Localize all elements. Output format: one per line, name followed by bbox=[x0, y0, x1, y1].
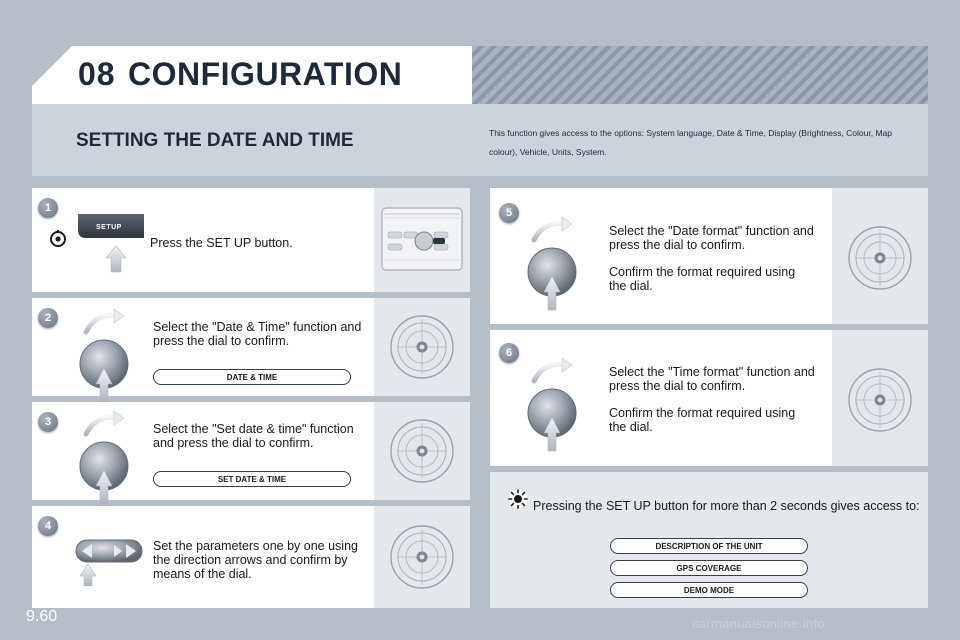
step-5-text: Select the "Date format" function and press the dial to confirm. bbox=[609, 224, 814, 252]
step-6-illustration bbox=[832, 330, 928, 466]
step-5-badge: 5 bbox=[499, 203, 519, 223]
page-number: 9.60 bbox=[26, 608, 58, 625]
menu-item-gps-coverage[interactable]: GPS COVERAGE bbox=[610, 560, 808, 576]
dial-press-icon bbox=[526, 214, 582, 317]
tip-text: Pressing the SET UP button for more than 2 seconds gives access to: bbox=[533, 499, 920, 513]
light-bulb-icon bbox=[506, 487, 530, 516]
step-4-illustration bbox=[374, 506, 470, 608]
control-pad-icon bbox=[832, 330, 928, 466]
watermark: carmanualsonline.info bbox=[692, 616, 825, 631]
step-4-badge: 4 bbox=[38, 516, 58, 536]
intro-text: This function gives access to the options: System language, Date & Time, Display (Brightness, Colour, Map colour), Vehicle, Units, System. bbox=[489, 128, 892, 157]
control-pad-icon bbox=[832, 188, 928, 324]
dial-press-icon bbox=[526, 355, 582, 458]
info-icon bbox=[48, 229, 68, 254]
step-1-badge: 1 bbox=[38, 198, 58, 218]
step-5-text-confirm: Confirm the format required using the dial. bbox=[609, 265, 796, 293]
menu-item-date-time[interactable]: DATE & TIME bbox=[153, 369, 351, 385]
step-6-text: Select the "Time format" function and press the dial to confirm. bbox=[609, 365, 815, 393]
setup-button-illustration bbox=[74, 210, 148, 274]
step-6-text-confirm: Confirm the format required using the dial. bbox=[609, 406, 796, 434]
step-4-text: Set the parameters one by one using the direction arrows and confirm by means of the dial. bbox=[153, 539, 358, 581]
step-1-illustration bbox=[374, 188, 470, 292]
step-5-illustration bbox=[832, 188, 928, 324]
menu-item-set-date-time[interactable]: SET DATE & TIME bbox=[153, 471, 351, 487]
step-2-badge: 2 bbox=[38, 308, 58, 328]
step-2-illustration bbox=[374, 298, 470, 396]
dial-press-icon bbox=[78, 306, 134, 409]
setup-button-label: SETUP bbox=[96, 224, 122, 231]
dial-press-icon bbox=[78, 408, 134, 511]
control-pad-icon bbox=[374, 402, 470, 500]
section-title: SETTING THE DATE AND TIME bbox=[76, 130, 354, 151]
step-6-badge: 6 bbox=[499, 343, 519, 363]
step-1-text: Press the SET UP button. bbox=[150, 236, 293, 250]
direction-arrows-icon bbox=[70, 530, 150, 591]
menu-item-demo-mode[interactable]: DEMO MODE bbox=[610, 582, 808, 598]
step-3-badge: 3 bbox=[38, 412, 58, 432]
step-3-text: Select the "Set date & time" function and press the dial to confirm. bbox=[153, 422, 354, 450]
chapter-title: CONFIGURATION bbox=[128, 56, 403, 92]
menu-item-description-of-unit[interactable]: DESCRIPTION OF THE UNIT bbox=[610, 538, 808, 554]
control-pad-icon bbox=[374, 298, 470, 396]
chapter-number: 08 bbox=[78, 56, 116, 92]
step-3-illustration bbox=[374, 402, 470, 500]
control-pad-icon bbox=[374, 506, 470, 608]
step-2-text: Select the "Date & Time" function and press the dial to confirm. bbox=[153, 320, 362, 348]
header-hatch-band bbox=[472, 46, 928, 104]
radio-unit-icon bbox=[374, 188, 470, 292]
